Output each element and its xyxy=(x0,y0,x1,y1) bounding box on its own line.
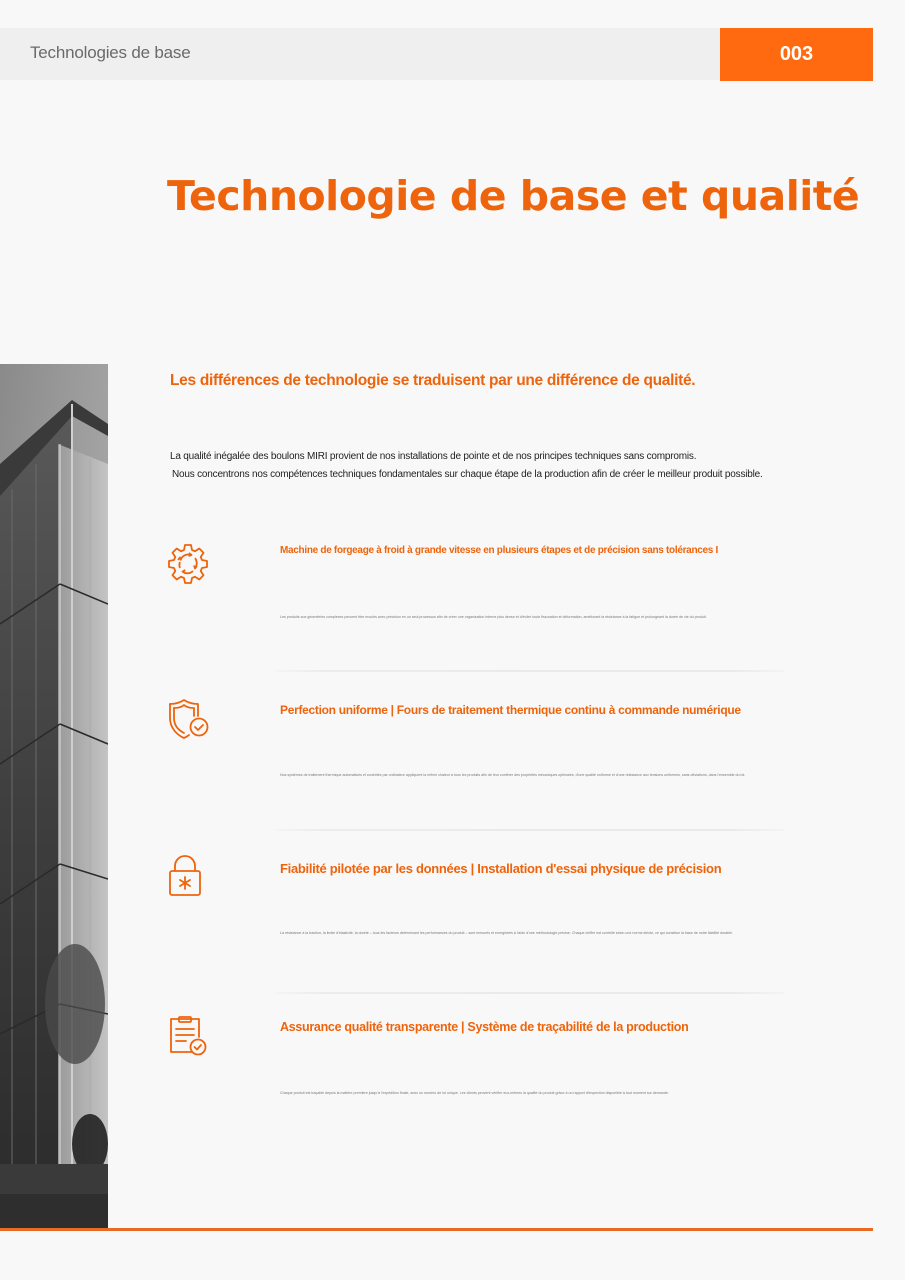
footer-line xyxy=(0,1228,873,1231)
feature-description: Nos systèmes de traitement thermique automatisés et contrôlés par ordinateur appliquent la même chaleur à tous les produits afin de leur conférer des propriétés mécaniques optimales, d'une qualité uniforme et d'une résistance aux tensions uniformes, sans déviations, dans l'ensemble du lot. xyxy=(280,773,746,777)
feature-title: Fiabilité pilotée par les données | Installation d'essai physique de précision xyxy=(280,861,722,876)
feature-description: Chaque produit est traçable depuis la matière première jusqu'à l'expédition finale, avec un numéro de lot unique. Les clients peuvent vérifier eux-mêmes la qualité du produit grâce à un rapport d'inspection disponible à tout moment sur demande. xyxy=(280,1091,669,1095)
lock-asterisk-icon xyxy=(166,855,210,899)
building-photo xyxy=(0,364,108,1230)
clipboard-check-icon xyxy=(166,1014,210,1058)
page-number: 003 xyxy=(779,43,814,65)
intro-line: La qualité inégalée des boulons MIRI provient de nos installations de pointe et de nos principes techniques sans compromis. xyxy=(170,451,697,462)
section-title: Technologies de base xyxy=(30,43,191,62)
divider xyxy=(275,992,785,994)
page-title: Technologie de base et qualité xyxy=(167,172,860,220)
building-image xyxy=(0,364,108,1230)
divider xyxy=(275,670,785,672)
section-subtitle: Les différences de technologie se traduisent par une différence de qualité. xyxy=(170,372,696,389)
feature-description: Les produits aux géométries complexes peuvent être moulés avec précision en un seul processus afin de créer une organisation interne plus dense et d'éviter toute fissuration et déformation, améliorant la résistance à la fatigue et prolongeant la durée de vie du produit. xyxy=(280,615,707,619)
page-number-badge xyxy=(720,28,873,81)
feature-title: Perfection uniforme | Fours de traitement thermique continu à commande numérique xyxy=(280,703,741,717)
shield-check-icon xyxy=(166,699,210,743)
divider xyxy=(275,829,785,831)
feature-description: La résistance à la traction, la limite d'élasticité, la dureté – tous les facteurs déterminant les performances du produit – sont mesurés et enregistrés à l'aide d'une méthodologie précise. Chaque chiffre est contrôlé selon une norme stricte, ce qui constitue la base de notre fiabilité durable. xyxy=(280,931,734,935)
intro-line: Nous concentrons nos compétences techniques fondamentales sur chaque étape de la production afin de créer le meilleur produit possible. xyxy=(172,469,763,480)
intro-paragraph xyxy=(170,448,763,484)
gear-cycle-icon xyxy=(166,541,210,585)
feature-title: Assurance qualité transparente | Système de traçabilité de la production xyxy=(280,1020,689,1034)
feature-title: Machine de forgeage à froid à grande vitesse en plusieurs étapes et de précision sans tolérances I xyxy=(280,545,718,556)
